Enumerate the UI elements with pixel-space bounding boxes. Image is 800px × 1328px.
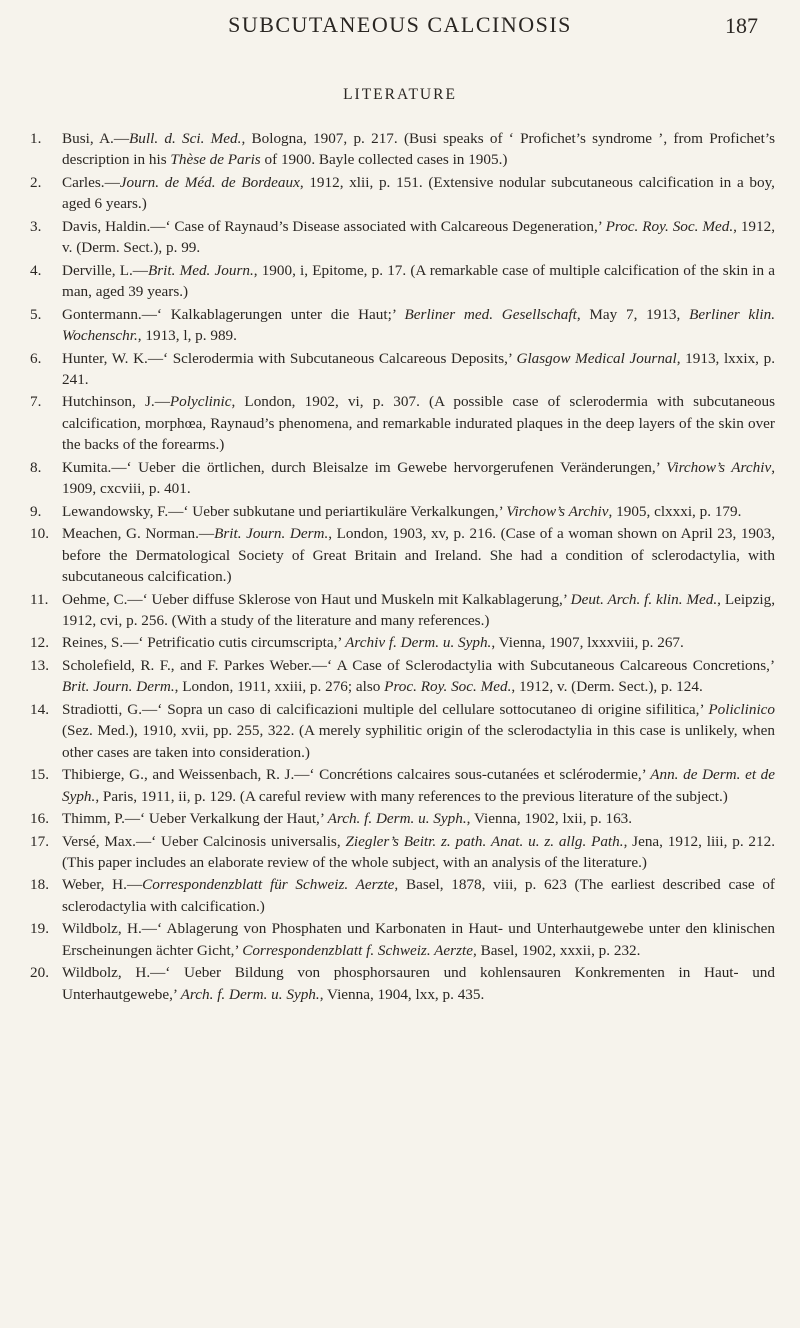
reference-text-run: Hutchinson, J.—: [62, 393, 170, 411]
reference-number: 2.: [30, 173, 42, 191]
reference-entry: [30, 304, 775, 347]
reference-number: 10.: [30, 525, 49, 543]
reference-entry: [30, 699, 775, 763]
reference-text: [62, 523, 775, 587]
reference-text-run: Kumita.—‘ Ueber die örtlichen, durch Bleisalze im Gewebe hervorgerufenen Veränderungen,’: [62, 458, 667, 476]
reference-text-run: , 1905, clxxxi, p. 179.: [608, 502, 742, 520]
reference-text-run: , Vienna, 1904, lxx, p. 435.: [319, 985, 485, 1003]
reference-text-run: , Vienna, 1907, lxxxviii, p. 267.: [491, 634, 684, 652]
reference-entry: [30, 501, 775, 522]
reference-number: 5.: [30, 305, 42, 323]
reference-text-run: of 1900. Bayle collected cases in 1905.): [260, 151, 508, 169]
reference-journal-title: Archiv f. Derm. u. Syph.: [345, 634, 492, 652]
reference-number: 19.: [30, 920, 49, 938]
reference-text: [62, 304, 775, 347]
reference-journal-title: Virchow’s Archiv: [666, 458, 772, 476]
reference-journal-title: Brit. Journ. Derm.: [214, 525, 329, 543]
reference-text: [62, 962, 775, 1005]
reference-journal-title: Deut. Arch. f. klin. Med.: [570, 590, 718, 608]
reference-number: 11.: [30, 590, 49, 608]
reference-text-run: Oehme, C.—‘ Ueber diffuse Sklerose von Haut und Muskeln mit Kalkablagerung,’: [62, 590, 571, 608]
reference-entry: [30, 655, 775, 698]
reference-text-run: Derville, L.—: [62, 261, 148, 279]
reference-text-run: , London, 1911, xxiii, p. 276; also: [174, 678, 385, 696]
reference-number: 18.: [30, 876, 49, 894]
reference-journal-title: Polyclinic: [169, 393, 232, 411]
reference-number: 15.: [30, 766, 49, 784]
reference-text-run: Stradiotti, G.—‘ Sopra un caso di calcificazioni multiple del cellulare sottocutaneo di origine sifilitica,’: [62, 700, 709, 718]
reference-number: 6.: [30, 349, 42, 367]
section-title: LITERATURE: [343, 86, 457, 103]
reference-text-run: Reines, S.—‘ Petrificatio cutis circumscripta,’: [62, 634, 346, 652]
reference-journal-title: Virchow’s Archiv: [506, 502, 609, 520]
reference-text-run: (Sez. Med.), 1910, xvii, pp. 255, 322. (A merely syphilitic origin of the sclerodactylia in this case is unlikely, when other cases are taken into consideration.): [62, 722, 775, 761]
reference-text: [62, 348, 775, 391]
reference-text-run: Wildbolz, H.—‘ Ablagerung von Phosphaten und Karbonaten in Haut- und Unterhautgewebe unter den klinischen Erscheinungen ächter Gicht,’: [62, 920, 775, 959]
reference-text-run: , 1912, v. (Derm. Sect.), p. 124.: [511, 678, 703, 696]
reference-text-run: Meachen, G. Norman.—: [62, 525, 215, 543]
reference-number: 3.: [30, 217, 42, 235]
reference-entry: [30, 918, 775, 961]
reference-entry: [30, 962, 775, 1005]
reference-text-run: , London, 1902, vi, p. 307. (A possible case of sclerodermia with subcutaneous calcification, morphœa, Raynaud’s phenomena, and remarkable indurated plaques in the deep layers of the skin over the backs of the forearms.): [62, 393, 776, 454]
reference-journal-title: Thèse de Paris: [170, 151, 261, 169]
reference-number: 20.: [30, 964, 49, 982]
reference-text: [62, 699, 775, 763]
reference-journal-title: Arch. f. Derm. u. Syph.: [327, 810, 467, 828]
reference-text: [62, 808, 775, 829]
reference-text-run: Davis, Haldin.—‘ Case of Raynaud’s Disease associated with Calcareous Degeneration,’: [62, 217, 606, 235]
reference-text-run: Scholefield, R. F., and F. Parkes Weber.—‘ A Case of Sclerodactylia with Subcutaneous Calcareous Concretions,’: [62, 656, 775, 674]
reference-journal-title: Ziegler’s Beitr. z. path. Anat. u. z. allg. Path.: [345, 832, 624, 850]
reference-text-run: , 1900, i, Epitome, p. 17. (A remarkable case of multiple calcification of the skin in a man, aged 39 years.): [62, 261, 775, 301]
reference-journal-title: Correspondenzblatt f. Schweiz. Aerzte: [242, 941, 473, 959]
reference-text-run: , 1913, l, p. 989.: [137, 327, 237, 345]
reference-text-run: , May 7, 1913,: [576, 305, 690, 323]
reference-journal-title: Correspondenzblatt für Schweiz. Aerzte: [142, 876, 395, 894]
reference-entry: [30, 764, 775, 807]
reference-number: 16.: [30, 810, 49, 828]
reference-text-run: , Jena, 1912, liii, p. 212. (This paper includes an elaborate review of the whole subject, with an analysis of the literature.): [62, 832, 776, 871]
reference-journal-title: Policlinico: [708, 700, 775, 718]
reference-journal-title: Brit. Journ. Derm.: [62, 678, 175, 696]
reference-journal-title: Proc. Roy. Soc. Med.: [605, 217, 734, 235]
reference-text-run: , Basel, 1878, viii, p. 623 (The earliest described case of sclerodactylia with calcification.): [62, 876, 775, 915]
reference-entry: [30, 457, 775, 500]
reference-text: [62, 391, 775, 455]
reference-text-run: , Paris, 1911, ii, p. 129. (A careful review with many references to the previous literature of the subject.): [95, 787, 728, 805]
reference-entry: [30, 808, 775, 829]
reference-text-run: Lewandowsky, F.—‘ Ueber subkutane und periartikuläre Verkalkungen,’: [62, 502, 507, 520]
reference-number: 14.: [30, 700, 49, 718]
reference-text-run: Gontermann.—‘ Kalkablagerungen unter die Haut;’: [62, 305, 405, 323]
reference-journal-title: Glasgow Medical Journal: [516, 349, 677, 367]
reference-entry: [30, 260, 775, 303]
reference-entry: [30, 128, 775, 171]
reference-journal-title: Arch. f. Derm. u. Syph.: [180, 985, 320, 1003]
running-title: SUBCUTANEOUS CALCINOSIS: [228, 12, 572, 37]
reference-text-run: , 1912, v. (Derm. Sect.), p. 99.: [62, 217, 775, 257]
reference-journal-title: Proc. Roy. Soc. Med.: [384, 678, 512, 696]
reference-text: [62, 632, 775, 653]
reference-journal-title: Berliner med. Gesellschaft: [404, 305, 577, 323]
reference-entry: [30, 348, 775, 391]
reference-text-run: , 1909, cxcviii, p. 401.: [62, 458, 775, 498]
reference-entry: [30, 216, 775, 259]
reference-text: [62, 501, 775, 522]
reference-number: 17.: [30, 832, 49, 850]
reference-text: [62, 216, 775, 259]
reference-entry: [30, 391, 775, 455]
reference-text-run: Carles.—: [62, 173, 120, 191]
reference-text: [62, 128, 775, 171]
reference-number: 9.: [30, 502, 42, 520]
reference-text: [62, 260, 775, 303]
reference-entry: [30, 831, 775, 874]
reference-text-run: , Basel, 1902, xxxii, p. 232.: [472, 941, 641, 959]
reference-entry: [30, 874, 775, 917]
reference-entry: [30, 172, 775, 215]
reference-text: [62, 831, 775, 874]
reference-text-run: , London, 1903, xv, p. 216. (Case of a woman shown on April 23, 1903, before the Dermatological Society of Great Britain and Ireland. She had a condition of sclerodactylia, with subcutaneous calcification.): [62, 525, 775, 586]
page-number: 187: [725, 13, 758, 38]
reference-number: 1.: [30, 130, 42, 147]
reference-text: [62, 918, 775, 961]
reference-number: 13.: [30, 656, 49, 674]
reference-text-run: Weber, H.—: [62, 876, 143, 894]
reference-text: [62, 457, 775, 500]
reference-number: 12.: [30, 634, 49, 652]
reference-text-run: , Bologna, 1907, p. 217. (Busi speaks of ‘ Profichet’s syndrome ’, from Profichet’s description in his: [62, 130, 776, 169]
reference-text-run: Thibierge, G., and Weissenbach, R. J.—‘ Concrétions calcaires sous-cutanées et sclérodermie,’: [62, 766, 651, 784]
reference-text-run: Busi, A.—: [62, 130, 130, 147]
reference-number: 4.: [30, 261, 42, 279]
reference-number: 8.: [30, 458, 42, 476]
reference-text-run: Hunter, W. K.—‘ Sclerodermia with Subcutaneous Calcareous Deposits,’: [62, 349, 517, 367]
reference-journal-title: Bull. d. Sci. Med.: [129, 130, 242, 147]
reference-journal-title: Brit. Med. Journ.: [147, 261, 254, 279]
reference-text: [62, 764, 775, 807]
reference-entry: [30, 632, 775, 653]
reference-list: [30, 128, 775, 1006]
reference-journal-title: Ann. de Derm. et de Syph.: [62, 766, 775, 805]
reference-text-run: , 1912, xlii, p. 151. (Extensive nodular subcutaneous calcification in a boy, aged 6 years.): [62, 173, 775, 213]
reference-text-run: , Leipzig, 1912, cvi, p. 256. (With a study of the literature and many references.): [62, 590, 775, 629]
reference-text: [62, 874, 775, 917]
reference-text-run: Versé, Max.—‘ Ueber Calcinosis universalis,: [62, 832, 346, 850]
reference-entry: [30, 589, 775, 632]
reference-entry: [30, 523, 775, 587]
reference-text-run: Thimm, P.—‘ Ueber Verkalkung der Haut,’: [62, 810, 328, 828]
reference-text: [62, 655, 775, 698]
reference-text: [62, 589, 775, 632]
reference-number: 7.: [30, 393, 42, 411]
reference-journal-title: Journ. de Méd. de Bordeaux: [119, 173, 300, 191]
reference-text-run: Wildbolz, H.—‘ Ueber Bildung von phosphorsauren und kohlensauren Konkrementen in Haut- und Unterhautgewebe,’: [62, 964, 775, 1003]
reference-text-run: , Vienna, 1902, lxii, p. 163.: [466, 810, 633, 828]
reference-text-run: , 1913, lxxix, p. 241.: [62, 349, 775, 388]
reference-text: [62, 172, 775, 215]
reference-journal-title: Berliner klin. Wochenschr.: [62, 305, 776, 345]
